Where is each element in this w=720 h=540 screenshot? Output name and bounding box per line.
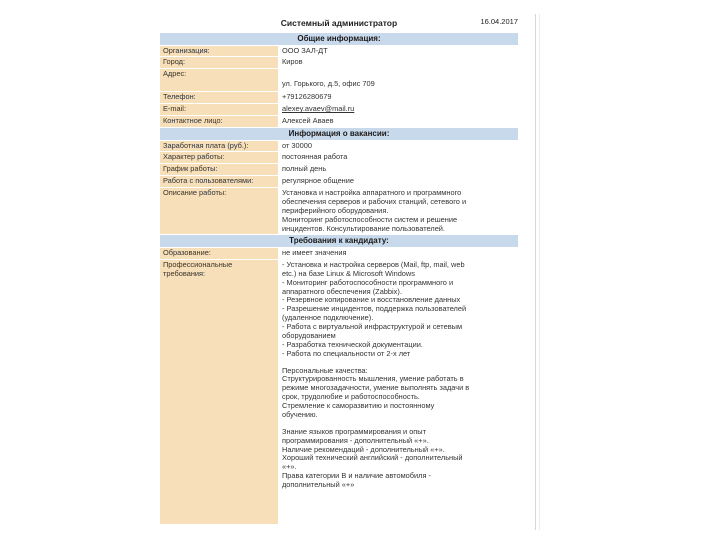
character-value: постоянная работа	[282, 152, 348, 162]
professional-line: - Работа с виртуальной инфраструктурой и сетевым	[282, 323, 463, 332]
description-line: Установка и настройка аппаратного и программного	[282, 189, 462, 198]
salary-value: от 30000	[282, 140, 312, 150]
extra-line: Права категории В и наличие автомобиля -	[282, 472, 431, 481]
contact-value: Алексей Аваев	[282, 116, 334, 126]
section-general-heading: Общие информация:	[160, 33, 518, 45]
address-text: ул. Горького, д.5, офис 709	[282, 79, 375, 89]
description-line: периферийного оборудования.	[282, 206, 389, 215]
city-label: Город:	[160, 57, 278, 68]
professional-line: - Разработка технической документации.	[282, 340, 423, 349]
professional-line: оборудованием	[282, 331, 336, 340]
description-line: обеспечения серверов и рабочих станций, сетевого и	[282, 197, 467, 206]
professional-line: etc.) на базе Linux & Microsoft Windows	[282, 269, 415, 278]
personal-line: Стремление к саморазвитию и постоянному	[282, 402, 435, 411]
extra-line: дополнительный «+»	[282, 481, 355, 490]
extra-line: Наличие рекомендаций - дополнительный «+».	[282, 445, 445, 454]
personal-line: Структурированность мышления, умение работать в	[282, 375, 464, 384]
schedule-value: полный день	[282, 164, 327, 174]
extra-line: Знание языков программирования и опыт	[282, 427, 426, 436]
row-city	[160, 57, 518, 68]
professional-line: - Резервное копирование и восстановление данных	[282, 296, 461, 305]
professional-line: аппаратного обеспечения (Zabbix).	[282, 287, 402, 296]
page-edge-rule	[535, 14, 536, 530]
row-phone	[160, 92, 518, 103]
email-link[interactable]: alexey.avaev@mail.ru	[282, 104, 355, 114]
email-value[interactable]	[278, 104, 518, 115]
email-label: E-mail:	[160, 104, 278, 115]
document-date: 16.04.2017	[480, 17, 518, 26]
phone-value: +79126280679	[282, 92, 332, 102]
contact-label: Контактное лицо:	[160, 116, 278, 127]
vacancy-document	[160, 14, 518, 524]
row-address	[160, 69, 518, 91]
personal-line: режиме многозадачности, умение выполнять задачи в	[282, 384, 470, 393]
extra-line: Хороший технический английский - дополнительный	[282, 454, 463, 463]
row-character	[160, 152, 518, 163]
paragraph-gap	[282, 420, 514, 428]
professional-line: (удаленное подключение).	[282, 314, 374, 323]
description-label: Описание работы:	[160, 188, 278, 234]
professional-label	[160, 260, 278, 524]
document-header	[160, 14, 518, 32]
paragraph-gap	[282, 359, 514, 367]
personal-line: обучению.	[282, 410, 318, 419]
extra-line: программирования - дополнительный «+».	[282, 436, 429, 445]
row-schedule	[160, 164, 518, 175]
salary-label: Заработная плата (руб.):	[160, 141, 278, 152]
personal-line: Персональные качества:	[282, 366, 368, 375]
row-salary	[160, 141, 518, 152]
organization-label: Организация:	[160, 46, 278, 57]
professional-line: - Работа по специальности от 2-х лет	[282, 349, 411, 358]
description-line: Мониторинг работоспособности систем и решение	[282, 215, 458, 224]
section-vacancy-heading: Информация о вакансии:	[160, 128, 518, 140]
education-label: Образование:	[160, 248, 278, 259]
schedule-label: График работы:	[160, 164, 278, 175]
address-label: Адрес:	[160, 69, 278, 91]
professional-value	[278, 260, 518, 524]
professional-label-line: Профессиональные	[163, 259, 233, 269]
city-value: Киров	[282, 57, 303, 67]
row-education	[160, 248, 518, 259]
description-value	[278, 188, 518, 234]
professional-line: - Разрешение инцидентов, поддержка пользователей	[282, 305, 467, 314]
row-users	[160, 176, 518, 187]
users-value: регулярное общение	[282, 176, 355, 186]
document-title: Системный администратор	[280, 18, 398, 28]
address-value	[278, 69, 518, 91]
extra-line: «+».	[282, 463, 297, 472]
phone-label: Телефон:	[160, 92, 278, 103]
page-edge-rule-secondary	[539, 14, 540, 530]
row-contact	[160, 116, 518, 127]
row-description	[160, 188, 518, 234]
education-value: не имеет значения	[282, 248, 347, 258]
professional-line: - Установка и настройка серверов (Mail, ftp, mail, web	[282, 260, 465, 269]
row-professional	[160, 260, 518, 524]
description-line: инцидентов. Консультирование пользователей.	[282, 224, 445, 233]
character-label: Характер работы:	[160, 152, 278, 163]
organization-value: ООО ЗАЛ-ДТ	[282, 45, 328, 55]
professional-line: - Мониторинг работоспособности программного и	[282, 278, 454, 287]
users-label: Работа с пользователями:	[160, 176, 278, 187]
row-email	[160, 104, 518, 115]
row-organization	[160, 46, 518, 57]
section-requirements-heading: Требования к кандидату:	[160, 235, 518, 247]
personal-line: срок, трудолюбие и работоспособность.	[282, 393, 420, 402]
professional-label-line: требования:	[163, 268, 206, 278]
